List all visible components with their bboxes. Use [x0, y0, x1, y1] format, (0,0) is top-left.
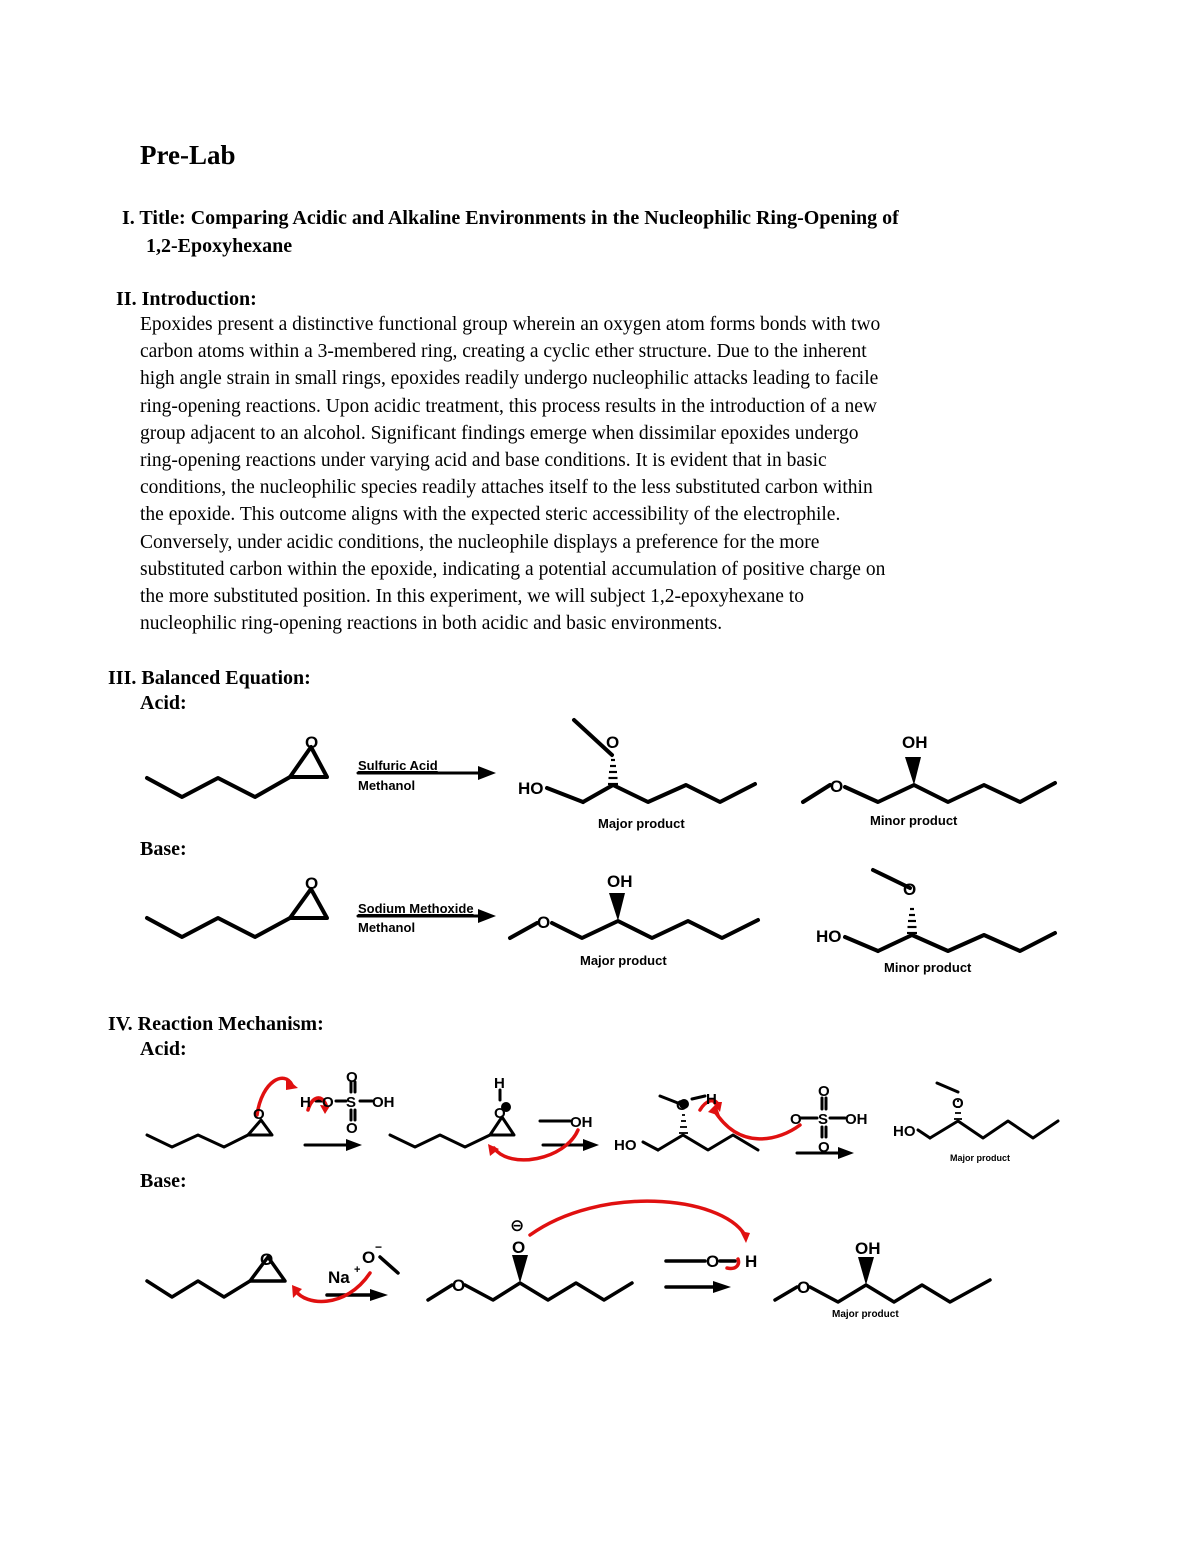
page-heading: Pre-Lab [140, 140, 236, 170]
base-major-product-label: Major product [580, 953, 667, 968]
atom-label: Na [328, 1268, 350, 1287]
title-line-1: I. Title: Comparing Acidic and Alkaline Environments in the Nucleophilic Ring-Opening of [122, 207, 899, 229]
acid-major-product-label: Major product [598, 816, 685, 831]
acid-mechanism-scheme [0, 1060, 1200, 1170]
introduction-line: the epoxide. This outcome aligns with the expected steric accessibility of the electrophile. [140, 504, 841, 526]
introduction-line: substituted carbon within the epoxide, indicating a potential accumulation of positive charge on [140, 558, 886, 580]
introduction-line: ring-opening reactions under varying acid and base conditions. It is evident that in basic [140, 450, 827, 472]
atom-label: O [512, 1238, 526, 1257]
atom-label: O [260, 1250, 274, 1269]
atom-label: OH [570, 1114, 593, 1131]
mechanism-label: IV. Reaction Mechanism: [108, 1013, 324, 1035]
atom-label: HO [518, 779, 544, 798]
introduction-label: II. Introduction: [116, 288, 257, 310]
atom-label: O [322, 1094, 334, 1111]
introduction-line: conditions, the nucleophilic species readily attaches itself to the less substituted carbon within [140, 477, 873, 499]
atom-label: H [706, 1091, 717, 1108]
acid-label: Acid: [140, 692, 187, 714]
mechanism-base-label: Base: [140, 1170, 187, 1192]
atom-label: HO [893, 1123, 916, 1140]
atom-label: O [362, 1248, 376, 1267]
atom-label: O [676, 1097, 688, 1114]
atom-label: O [606, 733, 620, 752]
atom-label: H [745, 1252, 758, 1271]
acid-mechanism-product-label: Major product [950, 1153, 1010, 1163]
atom-label: O [952, 1095, 964, 1112]
atom-label: S [346, 1094, 357, 1111]
atom-label: O [818, 1083, 830, 1100]
acid-reagent-2: Methanol [358, 778, 416, 793]
acid-equation-scheme [0, 700, 1200, 840]
atom-label: OH [607, 872, 633, 891]
base-label: Base: [140, 838, 187, 860]
introduction-line: ring-opening reactions. Upon acidic treatment, this process results in the introduction of a new [140, 395, 878, 417]
atom-label: − [375, 1240, 383, 1254]
introduction-line: nucleophilic ring-opening reactions in both acidic and basic environments. [140, 613, 723, 635]
atom-label: + [354, 1264, 361, 1276]
atom-label: O [903, 880, 917, 899]
atom-label: O [494, 1105, 506, 1122]
atom-label: ⊖ [510, 1216, 525, 1235]
atom-label: H [300, 1094, 311, 1111]
atom-label: O [305, 733, 319, 752]
acid-reagent-1: Sulfuric Acid [358, 758, 438, 773]
base-equation-scheme [0, 845, 1200, 985]
atom-label: O [346, 1069, 358, 1086]
atom-label: OH [845, 1111, 868, 1128]
atom-label: O [830, 777, 844, 796]
atom-label: OH [902, 733, 928, 752]
atom-label: O [818, 1139, 830, 1156]
base-mechanism-scheme [0, 1205, 1200, 1325]
atom-label: S [818, 1111, 829, 1128]
atom-label: O [790, 1111, 802, 1128]
atom-label: O [537, 913, 551, 932]
atom-label: HO [816, 927, 842, 946]
acid-minor-product-label: Minor product [870, 813, 958, 828]
atom-label: O [253, 1106, 265, 1123]
atom-label: O [452, 1276, 466, 1295]
atom-label: H [494, 1075, 505, 1092]
atom-label: O [706, 1252, 720, 1271]
introduction-line: Epoxides present a distinctive functional group wherein an oxygen atom forms bonds with two [140, 314, 881, 335]
base-reagent-1: Sodium Methoxide [358, 901, 474, 916]
introduction-line: carbon atoms within a 3-membered ring, creating a cyclic ether structure. Due to the inherent [140, 341, 867, 363]
base-reagent-2: Methanol [358, 920, 416, 935]
introduction-line: the more substituted position. In this experiment, we will subject 1,2-epoxyhexane to [140, 586, 804, 608]
atom-label: OH [855, 1239, 881, 1258]
atom-label: OH [372, 1094, 395, 1111]
introduction-body [140, 311, 1060, 637]
atom-label: O [346, 1120, 358, 1137]
introduction-line: group adjacent to an alcohol. Significant findings emerge when dissimilar epoxides undergo [140, 422, 859, 444]
title-line-2: 1,2-Epoxyhexane [146, 235, 293, 257]
mechanism-acid-label: Acid: [140, 1038, 187, 1060]
atom-label: O [797, 1278, 811, 1297]
base-mechanism-product-label: Major product [832, 1309, 899, 1320]
base-minor-product-label: Minor product [884, 960, 972, 975]
atom-label: O [305, 874, 319, 893]
introduction-line: high angle strain in small rings, epoxides readily undergo nucleophilic attacks leading to facile [140, 368, 879, 390]
balanced-equation-label: III. Balanced Equation: [108, 667, 311, 689]
introduction-line: Conversely, under acidic conditions, the nucleophile displays a preference for the more [140, 531, 820, 553]
atom-label: HO [614, 1137, 637, 1154]
